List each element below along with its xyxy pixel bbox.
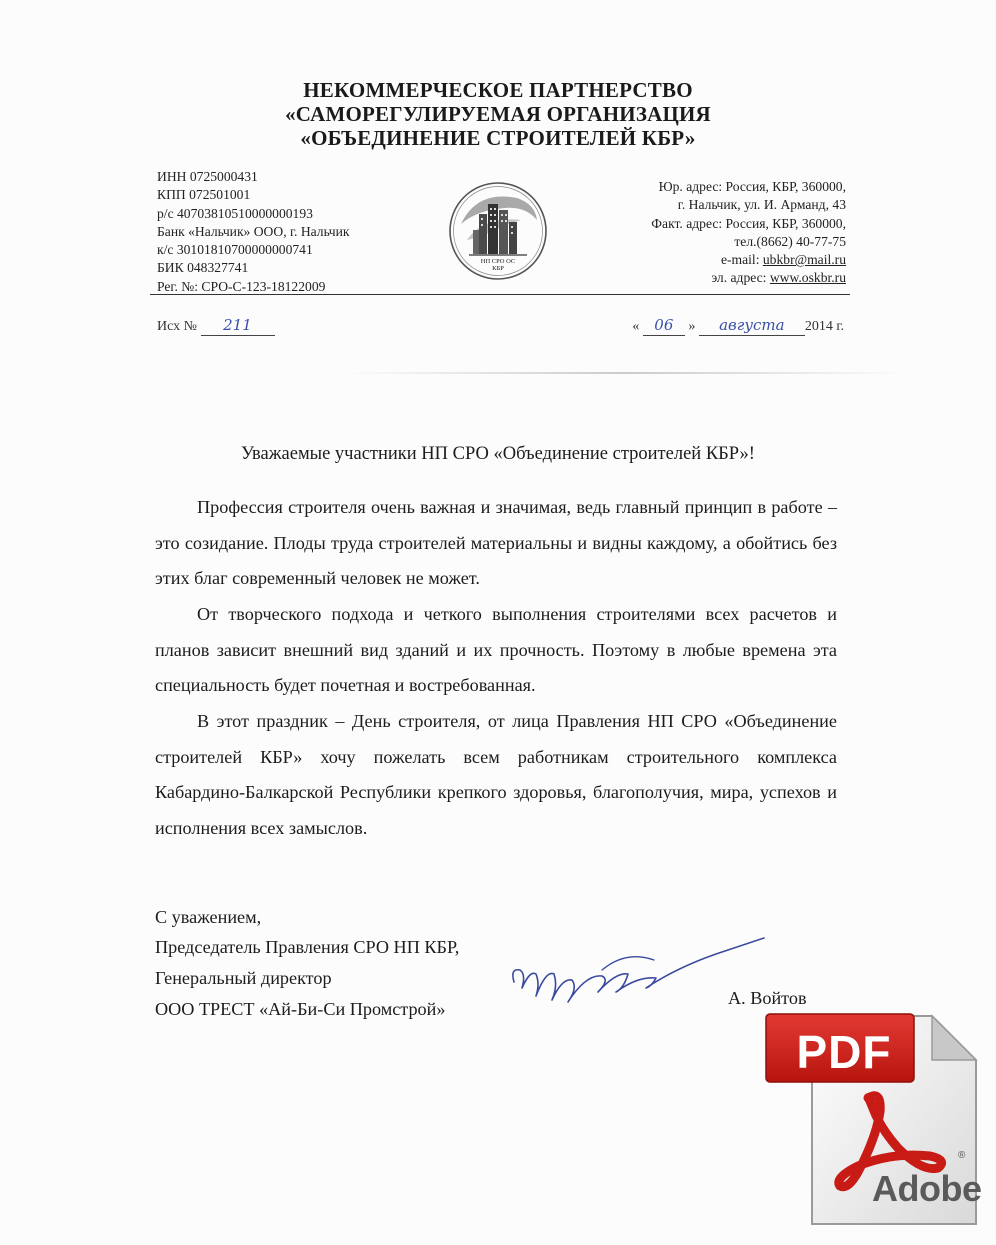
paragraph-3 [155,704,837,846]
paragraph-2-text: От творческого подхода и четкого выполнения строителями всех расчетов и планов зависит внешний вид зданий и их прочность. Поэтому в любые времена эта специальность будет почетная и востребованная. [155,604,837,695]
bank-requisites [157,168,349,296]
paragraph-1 [155,490,837,597]
pdf-label: PDF [796,1026,892,1078]
contact-addresses [651,178,846,288]
date-open-quote: « [632,319,640,334]
date-day-field [643,316,685,336]
date-year: 2014 г. [804,319,844,334]
web-label: эл. адрес: [711,270,770,286]
outgoing-label: Исх № [157,319,197,334]
org-line-3: «ОБЪЕДИНЕНИЕ СТРОИТЕЛЕЙ КБР» [300,126,696,150]
requisite-account: р/с 40703810510000000193 [157,205,313,221]
date-month: августа [719,316,785,334]
letter-date [632,316,844,336]
legal-address-city: г. Нальчик, ул. И. Арманд, 43 [677,197,846,213]
date-day: 06 [654,316,674,334]
outgoing-number-value: 211 [223,316,252,334]
logo-text-top: НП СРО ОС [480,258,516,265]
scan-artifact-line [345,372,905,374]
date-month-field [699,316,805,336]
requisite-bik: БИК 048327741 [157,260,249,276]
closing-phrase: С уважением, [155,907,262,927]
requisite-reg-number: Рег. №: СРО-С-123-18122009 [157,278,326,294]
sro-building-emblem-icon [447,180,549,282]
svg-text:®: ® [958,1150,966,1161]
signatory-titles [155,932,459,1025]
signatory-title-3: ООО ТРЕСТ «Ай-Би-Си Промстрой» [155,999,446,1019]
organization-header [0,78,996,150]
date-close-quote: » [688,319,696,334]
signatory-title-2: Генеральный директор [155,968,332,988]
requisite-corr-account: к/с 30101810700000000741 [157,242,313,258]
phone-number: тел.(8662) 40-77-75 [734,233,846,249]
requisite-inn: ИНН 0725000431 [157,169,258,184]
web-row [651,269,846,287]
paragraph-3-text: В этот праздник – День строителя, от лица Правления НП СРО «Объединение строителей КБР» хочу пожелать всем работникам строительного комплекса Кабардино-Балкарской Республики крепкого здоровья, благополучия, мира, успехов и исполнения всех замыслов. [155,711,837,838]
salutation: Уважаемые участники НП СРО «Объединение строителей КБР»! [241,444,755,464]
logo-text-bottom: КБР [492,265,504,272]
email-row [651,251,846,269]
adobe-label: Adobe [872,1168,982,1209]
signatory-name: А. Войтов [728,988,807,1008]
org-line-1: НЕКОММЕРЧЕСКОЕ ПАРТНЕРСТВО [303,78,693,102]
requisite-bank: Банк «Нальчик» ООО, г. Нальчик [157,223,350,239]
paragraph-2 [155,597,837,704]
web-link[interactable]: www.oskbr.ru [769,270,846,286]
email-label: e-mail: [720,252,763,268]
actual-address: Факт. адрес: Россия, КБР, 360000, [651,215,846,231]
header-divider [150,294,850,295]
paragraph-1-text: Профессия строителя очень важная и значимая, ведь главный принцип в работе – это созидание. Плоды труда строителей материальны и видны каждому, а обойтись без этих благ современный человек не может. [155,497,837,588]
outgoing-number-field [201,316,275,336]
legal-address: Юр. адрес: Россия, КБР, 360000, [658,179,846,194]
signatory-title-1: Председатель Правления СРО НП КБР, [155,937,460,957]
email-link[interactable]: ubkbr@mail.ru [762,252,846,268]
requisite-kpp: КПП 072501001 [157,187,251,203]
outgoing-number [157,316,275,336]
org-line-2: «САМОРЕГУЛИРУЕМАЯ ОРГАНИЗАЦИЯ [285,102,711,126]
